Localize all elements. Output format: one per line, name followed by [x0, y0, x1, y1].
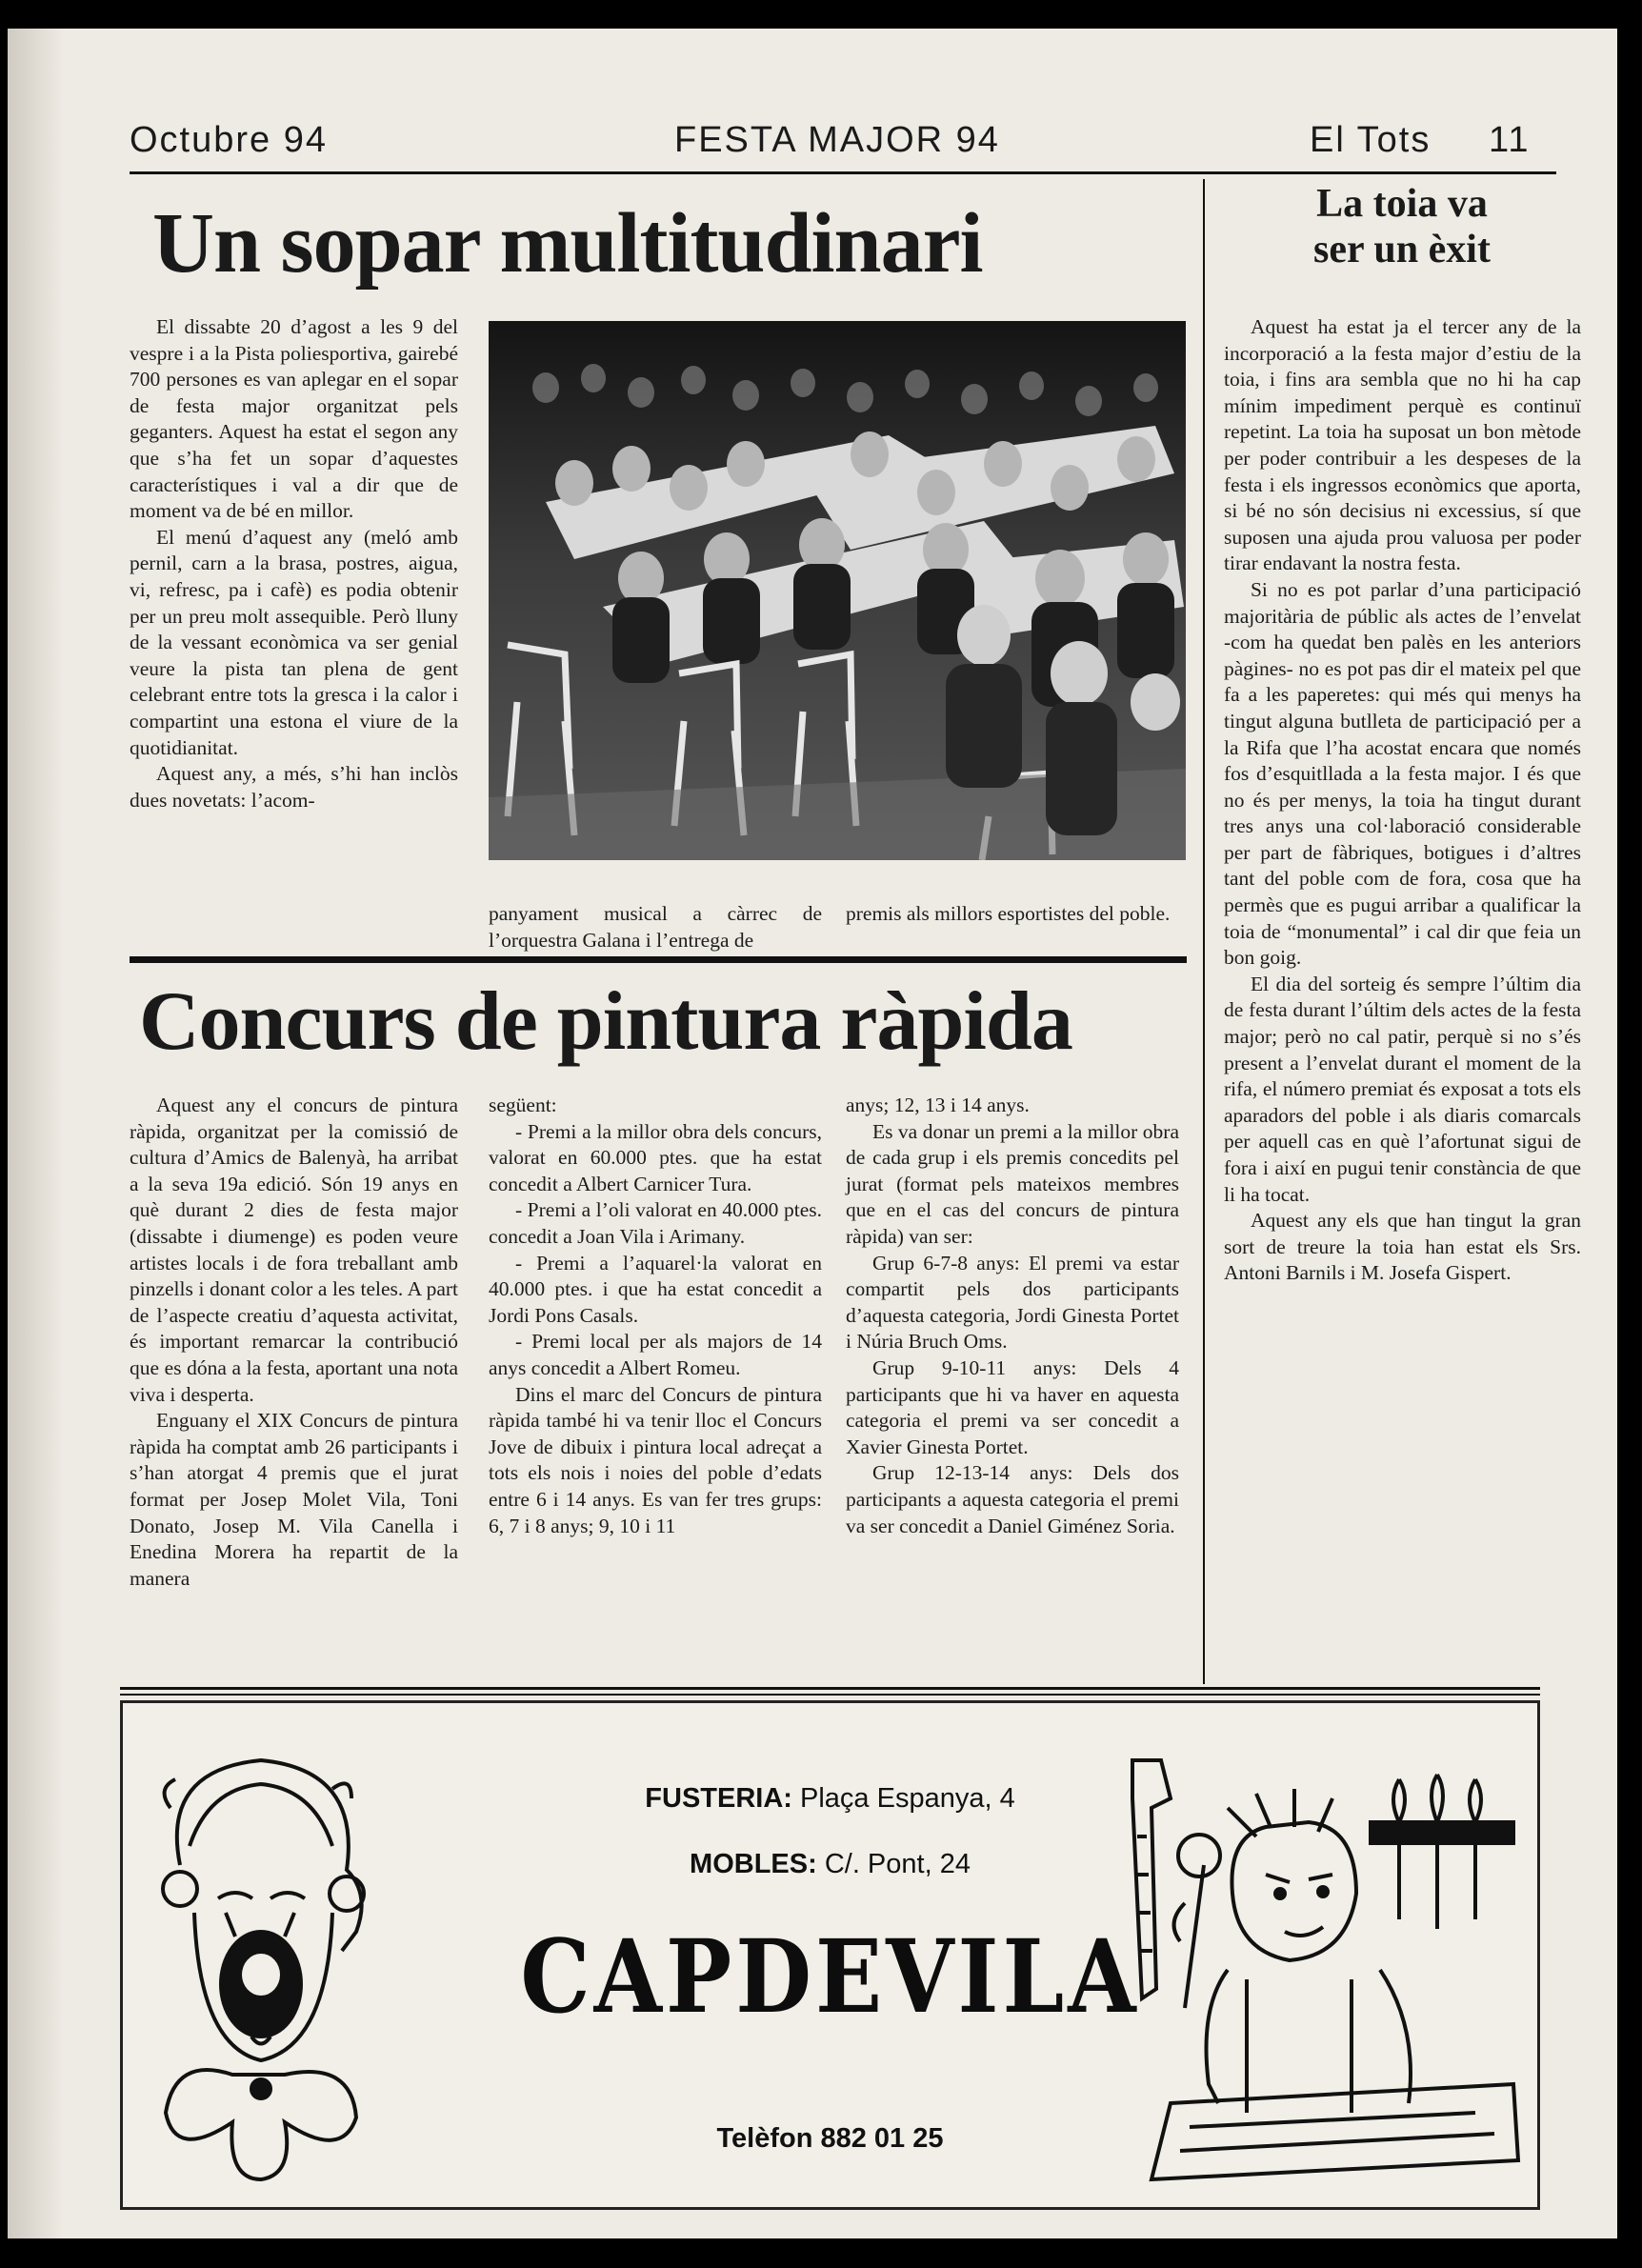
capdevila-advertisement: [120, 1700, 1540, 2210]
ad-brand-name: CAPDEVILA: [520, 1917, 1140, 2037]
sopar-column-2: [489, 901, 822, 953]
sidebar-divider: [1203, 179, 1205, 1684]
ad-top-rule-2: [120, 1694, 1540, 1696]
section-title: FESTA MAJOR 94: [674, 120, 1000, 160]
toia-column: [1224, 314, 1581, 1287]
toia-paragraph-4: Aquest any els que han tingut la gran sort de treure la toia han estat els Srs. Antoni Barnils i M. Josefa Gispert.: [1224, 1209, 1581, 1285]
headline-toia: [1211, 181, 1592, 272]
ad-fusteria-address: Plaça Espanya, 4: [800, 1783, 1015, 1814]
toia-paragraph-1: Aquest ha estat ja el tercer any de la incorporació a la festa major d’estiu de la toia, i fins ara sembla que no hi ha cap mínim impediment perquè es continuï repetint. La toia ha suposat un bon mètode per poder contribuir a les despeses de la festa i els ingressos econòmics que aporta, si bé no són decisius ni excessius, sí que suposen una ajuda prou valuosa per poder tirar endavant la nostra festa.: [1224, 315, 1581, 575]
pintura-col2-paragraph-3: - Premi a l’oli valorat en 40.000 ptes. concedit a Joan Vila i Arimany.: [489, 1198, 822, 1248]
publication-name: El Tots: [1310, 120, 1432, 160]
sopar-paragraph-1: El dissabte 20 d’agost a les 9 del vespre i a la Pista poliesportiva, gairebé 700 persones es van aplegar en el sopar de festa major organitzat pels geganters. Aquest ha estat el segon any que s’ha fet un sopar d’aquestes característiques i val a dir que de moment va de bé en millor.: [130, 315, 458, 523]
headline-pintura: Concurs de pintura ràpida: [139, 975, 1072, 1068]
ad-fusteria-label: FUSTERIA:: [645, 1783, 792, 1814]
pintura-column-3: [846, 1093, 1179, 1539]
pintura-col2-paragraph-4: - Premi a l’aquarel·la valorat en 40.000 ptes. i que ha estat concedit a Jordi Pons Casals.: [489, 1251, 822, 1327]
pintura-col1-paragraph-1: Aquest any el concurs de pintura ràpida, organitzat per la comissió de cultura d’Amics de Balenyà, ha arribat a la seva 19a edició. Són 19 anys en què durant 2 dies de festa major (dissabte i diumenge) es poden veure artistes locals i de fora treballant amb pinzells i donant color a les teles. A part de l’aspecte creatiu d’aquesta activitat, és important remarcar la contribució que es dóna a la festa, aportant una nota viva i desperta.: [130, 1094, 458, 1406]
sopar-paragraph-3: Aquest any, a més, s’hi han inclòs dues novetats: l’acom-: [130, 762, 458, 812]
pintura-col1-paragraph-2: Enguany el XIX Concurs de pintura ràpida ha comptat amb 26 participants i s’han atorgat 4 premis que el jurat format per Josep Molet Vila, Toni Donato, Josep M. Vila Canella i Enedina Morera ha repartit de la manera: [130, 1409, 458, 1590]
ad-top-rule-1: [120, 1687, 1540, 1690]
pintura-col3-paragraph-1: anys; 12, 13 i 14 anys.: [846, 1094, 1030, 1116]
sopar-continuation-1: panyament musical a càrrec de l’orquestra Galana i l’entrega de: [489, 902, 822, 952]
pintura-col3-paragraph-4: Grup 9-10-11 anys: Dels 4 participants que hi va haver en aquesta categoria el premi va ser concedit a Xavier Ginesta Portet.: [846, 1355, 1179, 1458]
dinner-crowd-photo: [489, 321, 1186, 860]
article-divider: [130, 956, 1187, 963]
sopar-continuation-2: premis als millors esportistes del poble.: [846, 902, 1171, 925]
pintura-column-2: [489, 1093, 822, 1539]
pintura-col3-paragraph-2: Es va donar un premi a la millor obra de cada grup i els premis concedits pel jurat (format pels mateixos membres que en el cas del concurs de pintura ràpida) van ser:: [846, 1119, 1179, 1248]
pintura-col2-paragraph-5: - Premi local per als majors de 14 anys concedit a Albert Romeu.: [489, 1330, 822, 1379]
page-number: 11: [1489, 120, 1531, 160]
page-gutter: [8, 29, 63, 2238]
headline-sopar: Un sopar multitudinari: [152, 196, 983, 291]
ad-mobles-address: C/. Pont, 24: [824, 1849, 971, 1879]
newspaper-page: [8, 29, 1617, 2238]
sopar-paragraph-2: El menú d’aquest any (meló amb pernil, carn a la brasa, postres, aigua, vi, refresc, pa i cafè) es podia obtenir per un preu molt assequible. Però lluny de la vessant econòmica va ser genial veure la pista tan plena de gent celebrant entre tots la gresca i la calor i compartint una estona el viure de la quotidianitat.: [130, 525, 458, 759]
sopar-column-3: [846, 901, 1179, 928]
ad-phone-number: Telèfon 882 01 25: [716, 2123, 944, 2154]
carpenter-illustration: [1113, 1741, 1523, 2189]
pintura-col3-paragraph-3: Grup 6-7-8 anys: El premi va estar compartit pels dos participants d’aquesta categoria, Jordi Ginesta Portet i Núria Bruch Oms.: [846, 1251, 1179, 1354]
headline-toia-line-1: La toia va: [1316, 182, 1488, 226]
header-rule: [130, 171, 1556, 174]
pintura-col2-paragraph-6: Dins el marc del Concurs de pintura ràpida també hi va tenir lloc el Concurs Jove de dibuix i pintura local adreçat a tots els nois i noies del poble d’edats entre 6 i 14 anys. Es van fer tres grups: 6, 7 i 8 anys; 9, 10 i 11: [489, 1382, 822, 1537]
pintura-col2-paragraph-1: següent:: [489, 1094, 557, 1116]
sopar-column-1: [130, 314, 458, 813]
ad-mobles-label: MOBLES:: [690, 1849, 817, 1879]
toia-paragraph-3: El dia del sorteig és sempre l’últim dia de festa durant l’últim dels actes de la festa major; però no cal patir, perquè si no s’és present a l’envelat durant el moment de la rifa, el número premiat és exposat a tots els aparadors del poble i als diaris comarcals per aquell cas en què l’afortunat sigui de fora i així en pugui tenir constància de que li ha tocat.: [1224, 972, 1581, 1206]
issue-date: Octubre 94: [130, 120, 328, 160]
pintura-col2-paragraph-2: - Premi a la millor obra dels concurs, valorat en 60.000 ptes. que ha estat concedit a Albert Carnicer Tura.: [489, 1119, 822, 1195]
pintura-column-1: [130, 1093, 458, 1592]
headline-toia-line-2: ser un èxit: [1313, 228, 1491, 271]
pintura-col3-paragraph-5: Grup 12-13-14 anys: Dels dos participants a aquesta categoria el premi va ser concedit a Daniel Giménez Soria.: [846, 1461, 1179, 1537]
toia-paragraph-2: Si no es pot parlar d’una participació majoritària de públic als actes de l’envelat -com ha quedat ben palès en les anteriors pàgines- no es pot pas dir el mateix pel que fa a les paperetes: qui més qui menys ha tingut alguna butlleta de participació per a la Rifa que l’ha acostat encara que només fos d’esquitllada a la festa major. I és que no és per menys, la toia ha tingut durant tres anys una col·laboració considerable per part de fàbriques, botigues i d’altres tant del poble com de fora, cosa que ha permès que es pugui arribar a qualificar la toia de “monumental” i cal dir que feia un bon goig.: [1224, 577, 1581, 970]
